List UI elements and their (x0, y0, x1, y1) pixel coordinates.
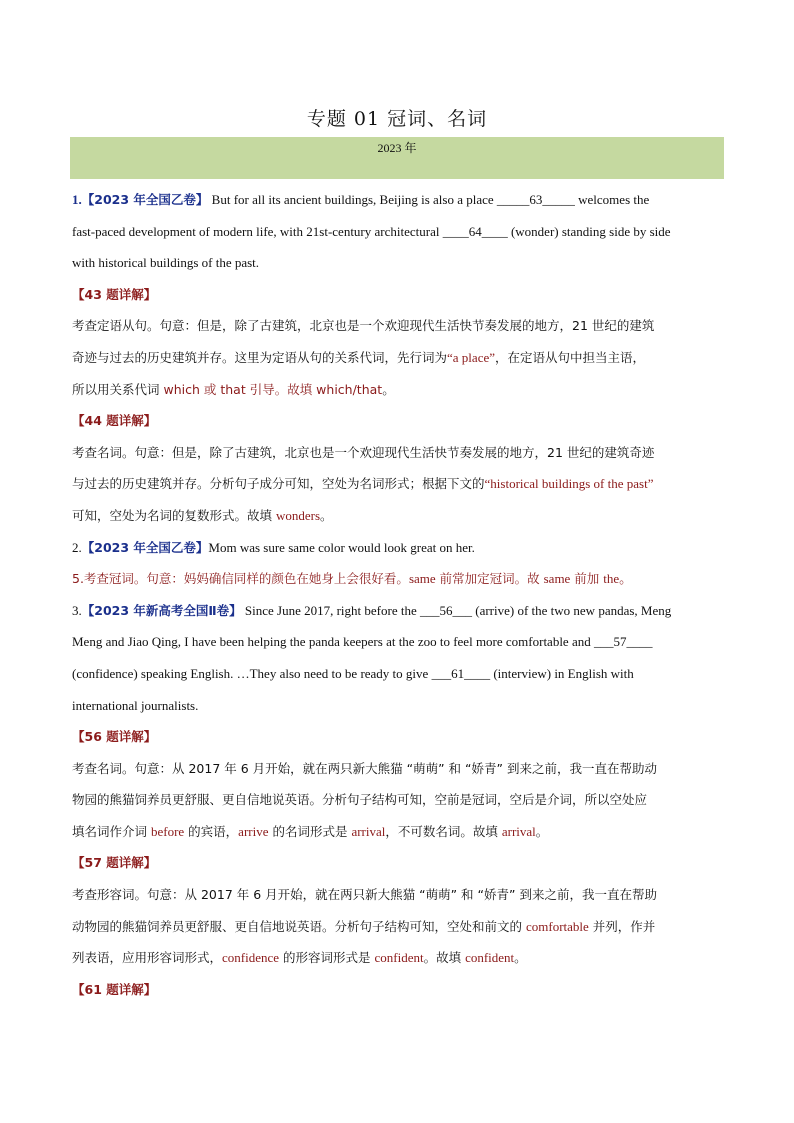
explanation-text: 的宾语， (184, 823, 239, 839)
q3-text: Since June 2017, right before the (241, 602, 420, 618)
content-body (72, 184, 728, 1005)
explanation-43-line-3 (72, 374, 728, 406)
highlight-text: comfortable (525, 918, 589, 934)
explanation-text: 列表语，应用形容词形式， (72, 950, 223, 966)
page-title: 专题 01 冠词、名词 (306, 108, 488, 130)
q1-line-3: with historical buildings of the past. (72, 255, 260, 271)
answer-text: 前常加定冠词。故 (435, 571, 544, 587)
explanation-text: 。 (382, 381, 395, 397)
explanation-44-heading: 【44 题详解】 (72, 413, 157, 429)
explanation-text: ，在定语从句中担当主语， (495, 349, 646, 365)
explanation-43-heading: 【43 题详解】 (72, 286, 157, 302)
explanation-text: 奇迹与过去的历史建筑并存。这里为定语从句的关系代词，先行词为 (72, 349, 448, 365)
explanation-57-line-2 (72, 911, 728, 943)
q2-text: Mom was sure same color would look great on her. (208, 539, 475, 555)
answer-text: the。 (603, 571, 633, 587)
q2-answer (72, 563, 728, 595)
q3-text: (interview) in English with (490, 665, 634, 681)
q2-line-1 (72, 532, 728, 564)
explanation-44-line-1: 考查名词。句意：但是，除了古建筑，北京也是一个欢迎现代生活快节奏发展的地方，21 世纪的建筑奇迹 (72, 444, 655, 460)
explanation-text: 并列，作并 (588, 918, 656, 934)
answer-text: confident (465, 950, 515, 966)
explanation-text: 可知，空处为名词的复数形式。故填 (72, 507, 276, 523)
q3-line-4: international journalists. (72, 697, 199, 713)
answer-text: 5.考查冠词。句意：妈妈确信同样的颜色在她身上会很好看。 (72, 571, 409, 587)
q1-source: 【2023 年全国乙卷】 (81, 192, 209, 207)
explanation-text: ，不可数名词。故填 (385, 823, 502, 839)
q3-source: 【2023 年新高考全国Ⅱ卷】 (81, 602, 242, 618)
highlight-text: arrive (238, 823, 269, 839)
highlight-text: confident (374, 950, 424, 966)
q1-line-2 (72, 216, 728, 248)
explanation-43-line-1: 考查定语从句。句意：但是，除了古建筑，北京也是一个欢迎现代生活快节奏发展的地方，21 世纪的建筑 (72, 318, 655, 334)
explanation-57-heading: 【57 题详解】 (72, 855, 157, 871)
q3-line-1 (72, 595, 728, 627)
highlight-text: arrival (351, 823, 386, 839)
q3-line-2 (72, 626, 728, 658)
blank-63: _____63_____ (496, 192, 575, 207)
explanation-57-line-1: 考查形容词。句意：从 2017 年 6 月开始，就在两只新大熊猫 “萌萌” 和 “娇青” 到来之前，我一直在帮助 (72, 887, 657, 903)
explanation-44-line-3 (72, 500, 728, 532)
explanation-text: 的形容词形式是 (279, 950, 375, 966)
explanation-text: 与过去的历史建筑并存。分析句子成分可知，空处为名词形式；根据下文的 (72, 476, 485, 492)
explanation-text: 的名词形式是 (268, 823, 352, 839)
highlight-text: before (150, 823, 185, 839)
blank-61: ___61____ (431, 665, 491, 681)
q1-number: 1. (72, 192, 82, 207)
answer-text: 前加 (570, 571, 604, 587)
answer-text: arrival (501, 823, 536, 839)
explanation-56-line-1: 考查名词。句意：从 2017 年 6 月开始，就在两只新大熊猫 “萌萌” 和 “娇青” 到来之前，我一直在帮助动 (72, 760, 657, 776)
explanation-text: 。 (514, 950, 527, 966)
explanation-text: 填名词作介词 (72, 823, 151, 839)
explanation-text: 。故填 (423, 950, 466, 966)
highlight-text: “historical buildings of the past” (484, 476, 654, 492)
explanation-57-line-3 (72, 942, 728, 974)
highlight-text: “a place” (447, 349, 495, 365)
explanation-text: 。 (320, 507, 333, 523)
explanation-44-line-2 (72, 468, 728, 500)
q3-text: (arrive) of the two new pandas, Meng (471, 602, 672, 618)
q1-text: fast-paced development of modern life, with 21st-century architectural (72, 223, 443, 239)
q1-text: (wonder) standing side by side (507, 223, 671, 239)
q2-source: 【2023 年全国乙卷】 (81, 539, 209, 555)
explanation-56-line-2: 物园的熊猫饲养员更舒服、更自信地说英语。分析句子结构可知，空前是冠词，空后是介词，所以空处应 (72, 792, 648, 808)
answer-text: same (408, 571, 436, 587)
explanation-text: 动物园的熊猫饲养员更舒服、更自信地说英语。分析句子结构可知，空处和前文的 (72, 918, 526, 934)
blank-64: ____64____ (442, 223, 508, 239)
q3-number: 3. (72, 602, 82, 618)
answer-text: which 或 that 引导。故填 which/that (163, 381, 383, 397)
q3-text: (confidence) speaking English. …They also need to be ready to give (72, 665, 432, 681)
q2-number: 2. (72, 539, 82, 555)
explanation-text: 。 (535, 823, 549, 839)
explanation-43-line-2 (72, 342, 728, 374)
q3-line-3 (72, 658, 728, 690)
answer-text: wonders (275, 507, 321, 523)
explanation-56-line-3 (72, 816, 728, 848)
highlight-text: confidence (222, 950, 280, 966)
q1-line-1 (72, 184, 728, 216)
year-header-bar: 2023 年 (70, 137, 724, 179)
blank-57: ___57____ (593, 634, 653, 650)
q1-text: welcomes the (574, 192, 650, 207)
explanation-56-heading: 【56 题详解】 (72, 729, 157, 745)
explanation-61-heading: 【61 题详解】 (72, 981, 157, 997)
blank-56: ___56___ (419, 602, 472, 618)
answer-text: same (543, 571, 571, 587)
explanation-text: 所以用关系代词 (72, 381, 164, 397)
q3-text: Meng and Jiao Qing, I have been helping the panda keepers at the zoo to feel more comfortable and (72, 634, 594, 650)
q1-text: But for all its ancient buildings, Beijing is also a place (208, 192, 497, 207)
